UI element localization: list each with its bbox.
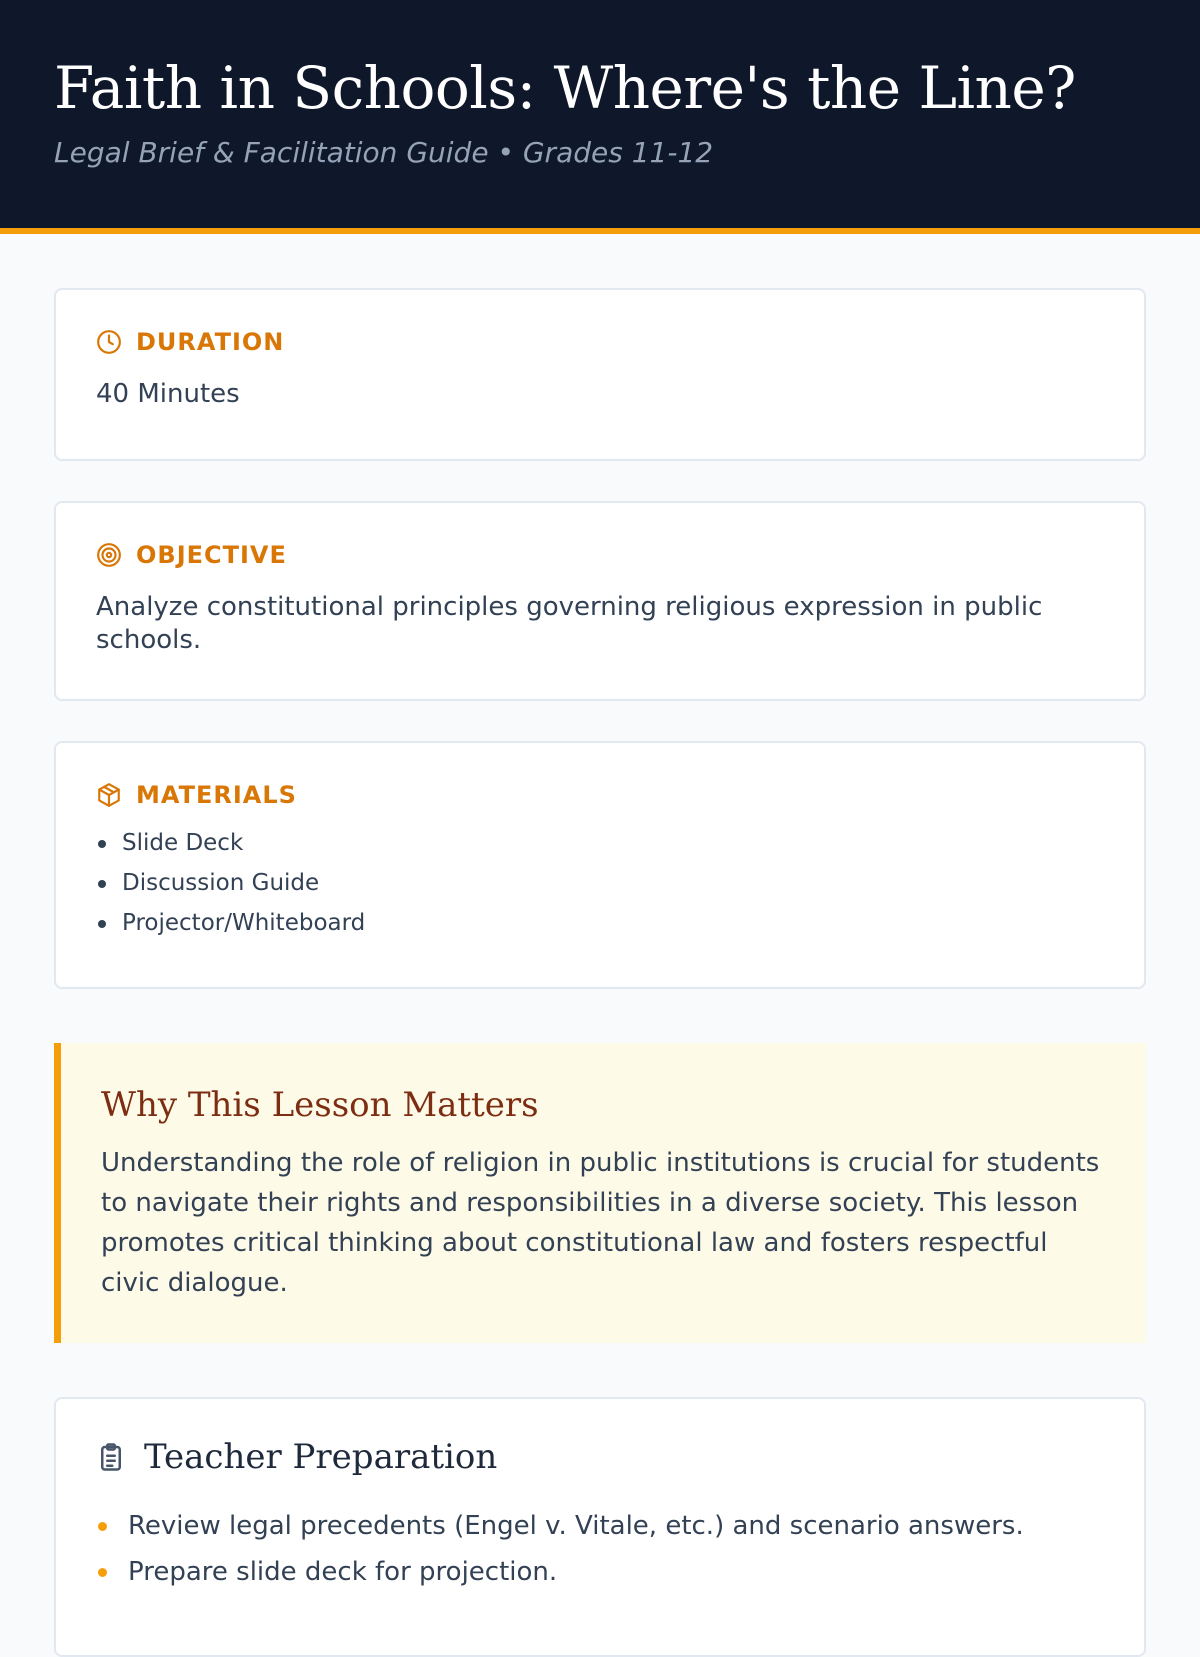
prep-heading: [96, 1437, 1104, 1477]
page-title: Faith in Schools: Where's the Line?: [54, 54, 1076, 122]
duration-value: 40 Minutes: [96, 379, 240, 409]
materials-item: Projector/Whiteboard: [96, 903, 1104, 943]
clock-icon: [96, 329, 122, 355]
prep-item: Prepare slide deck for projection.: [96, 1549, 1104, 1595]
materials-item: Slide Deck: [96, 823, 1104, 863]
why-title: Why This Lesson Matters: [101, 1085, 539, 1125]
objective-label: OBJECTIVE: [136, 541, 287, 569]
materials-list: [96, 823, 1104, 943]
duration-label: DURATION: [136, 328, 285, 356]
why-body: Understanding the role of religion in public institutions is crucial for students to navigate their rights and responsibilities in a diverse society. This lesson promotes critical thinking about constitutional law and fosters respectful civic dialogue.: [101, 1148, 1100, 1298]
target-icon: [96, 542, 122, 568]
materials-item: Discussion Guide: [96, 863, 1104, 903]
teacher-prep-card: [54, 1397, 1146, 1657]
prep-item: Review legal precedents (Engel v. Vitale, etc.) and scenario answers.: [96, 1503, 1104, 1549]
objective-heading: [96, 541, 1104, 569]
duration-heading: [96, 328, 1104, 356]
package-icon: [96, 782, 122, 808]
objective-value: Analyze constitutional principles governing religious expression in public schools.: [96, 592, 1043, 655]
materials-label: MATERIALS: [136, 781, 297, 809]
materials-card: [54, 741, 1146, 989]
page-header: [0, 0, 1200, 234]
duration-card: [54, 288, 1146, 461]
why-callout: [54, 1043, 1146, 1343]
page-subtitle: Legal Brief & Facilitation Guide • Grades 11-12: [54, 136, 714, 169]
clipboard-icon: [96, 1442, 126, 1472]
main-content: [0, 234, 1200, 1657]
prep-list: [96, 1503, 1104, 1595]
objective-card: [54, 501, 1146, 701]
materials-heading: [96, 781, 1104, 809]
prep-title: Teacher Preparation: [144, 1437, 498, 1477]
